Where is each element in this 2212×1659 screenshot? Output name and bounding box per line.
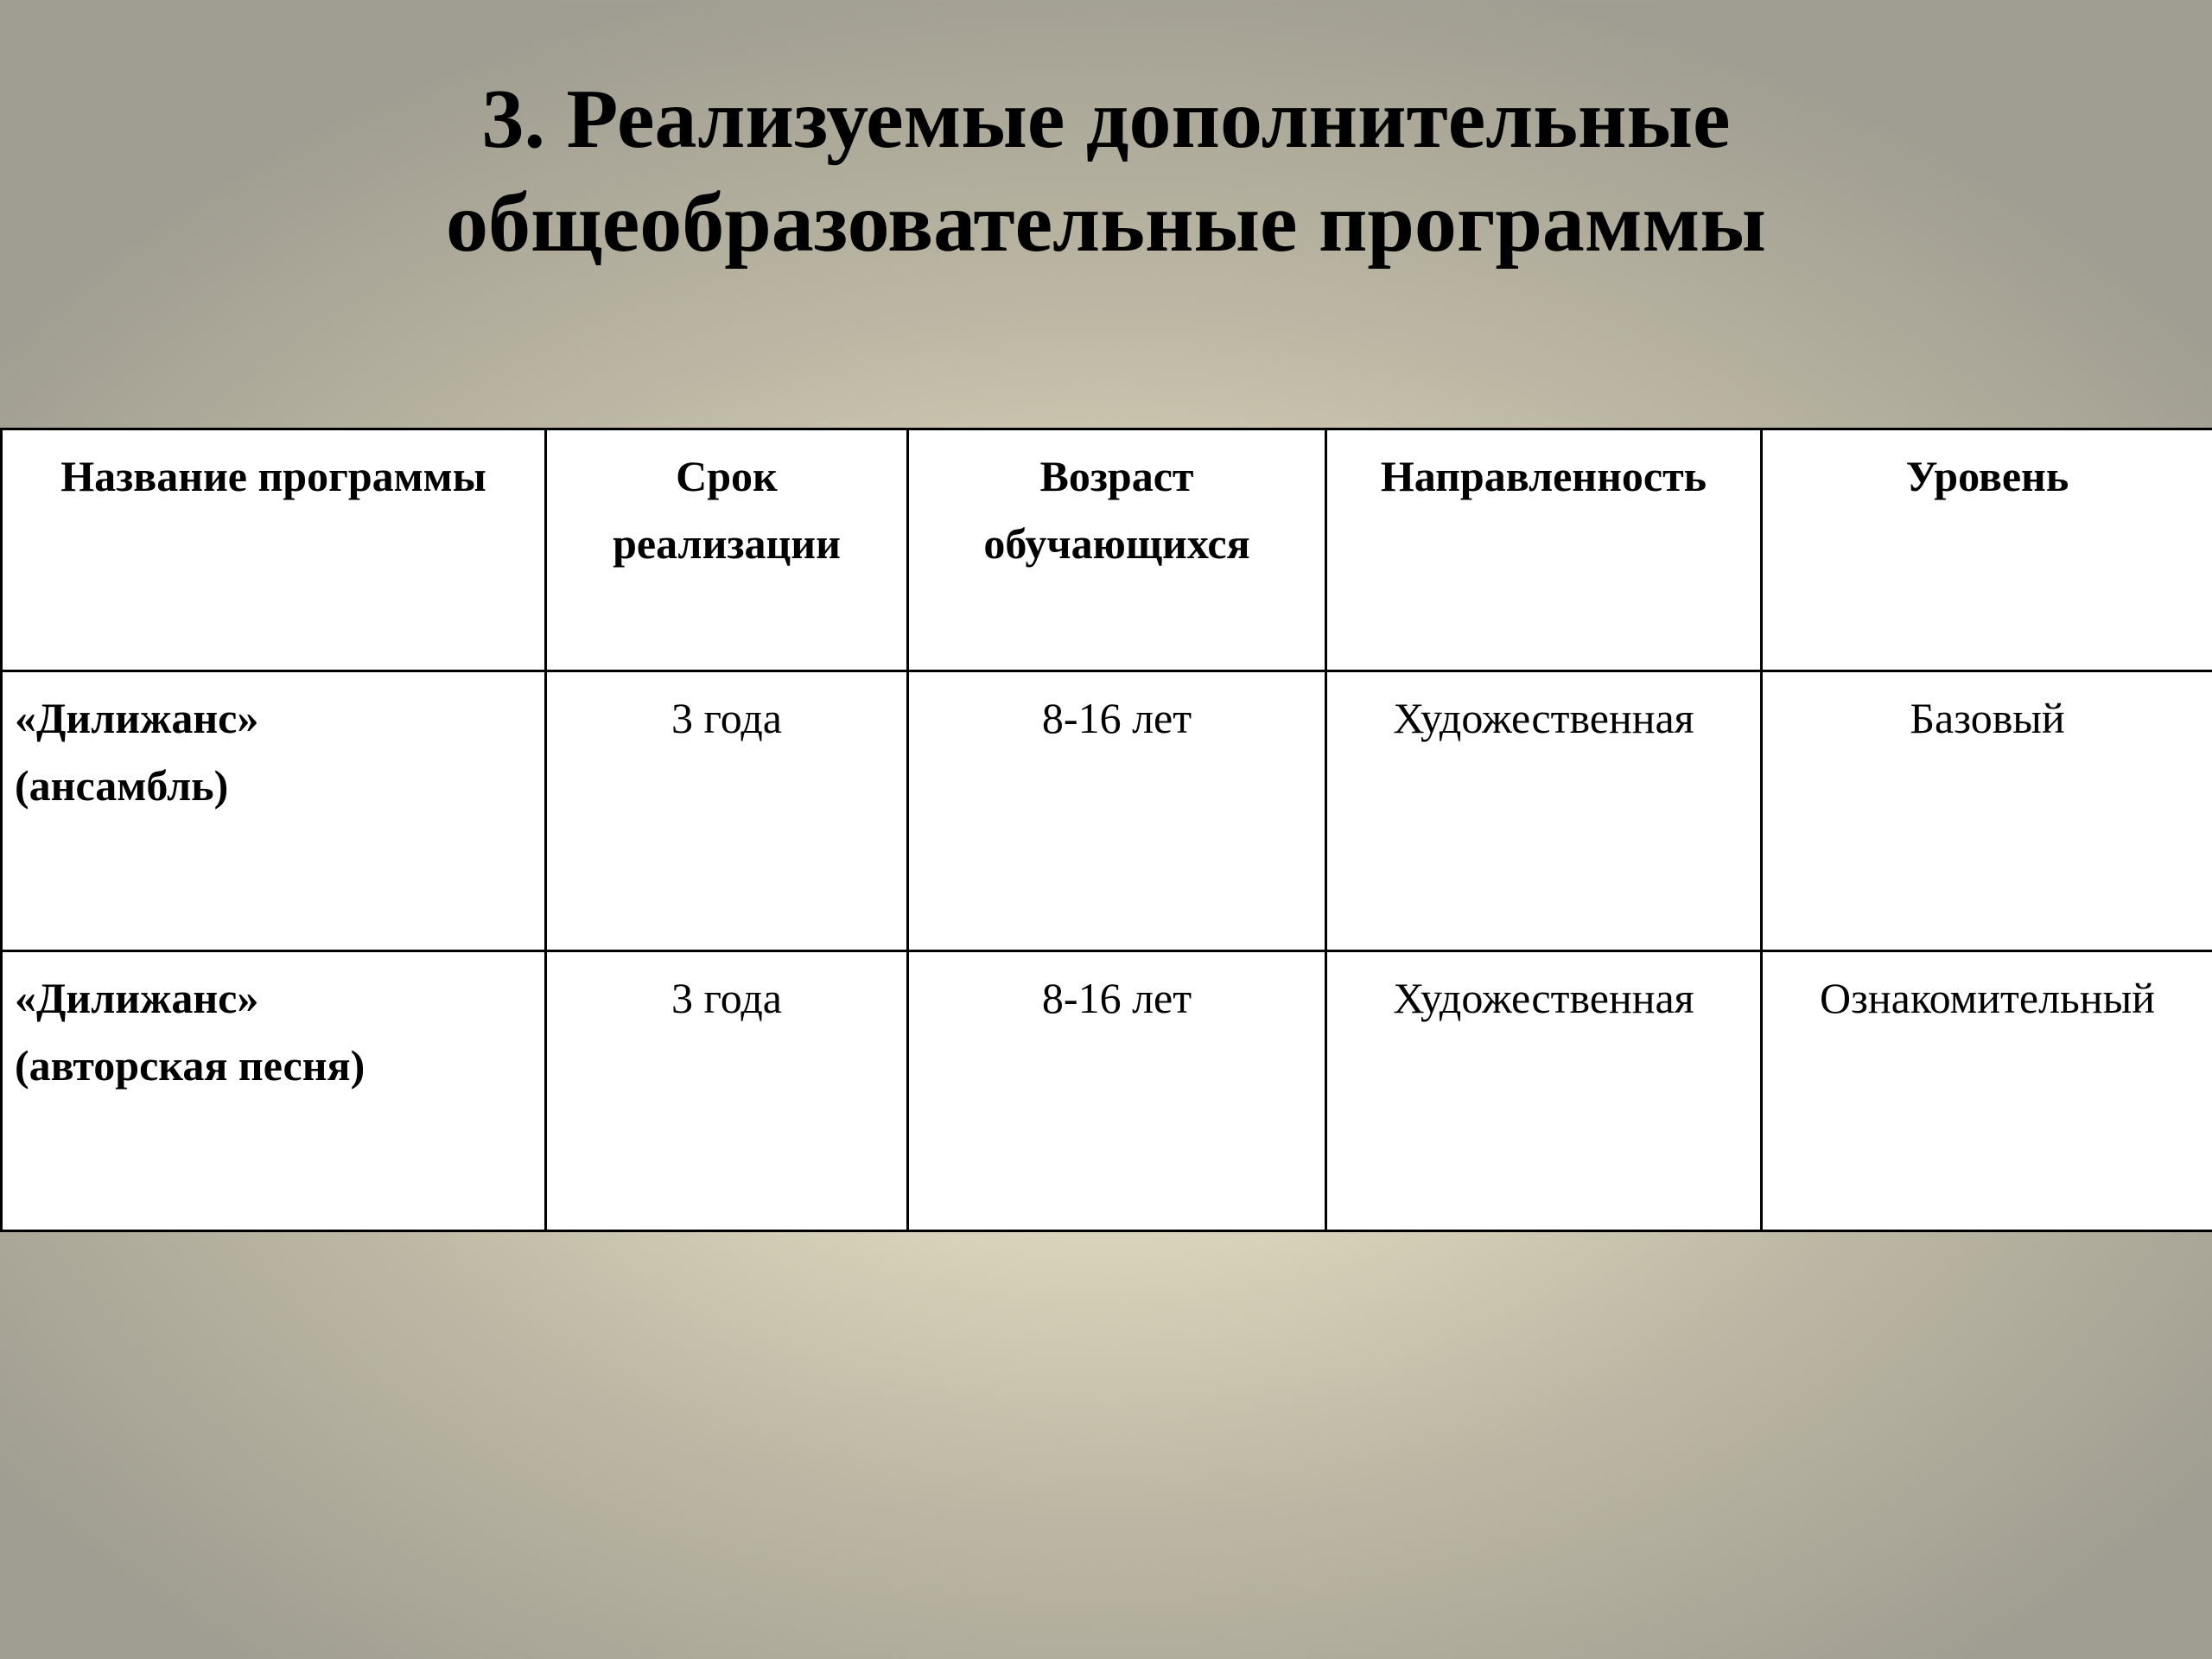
cell-level: Ознакомительный xyxy=(1762,951,2212,1231)
header-level: Уровень xyxy=(1762,429,2212,671)
cell-direction: Художественная xyxy=(1326,951,1762,1231)
header-duration: Срок реализации xyxy=(546,429,908,671)
programs-table xyxy=(0,428,2212,1232)
header-age: Возраст обучающихся xyxy=(908,429,1326,671)
slide-title xyxy=(0,67,2212,275)
title-line-2: общеобразовательные программы xyxy=(446,176,1766,270)
title-line-1: 3. Реализуемые дополнительные xyxy=(481,73,1731,166)
header-program-name: Название программы xyxy=(2,429,546,671)
cell-age: 8-16 лет xyxy=(908,671,1326,951)
cell-direction: Художественная xyxy=(1326,671,1762,951)
cell-program-name: «Дилижанс» (ансамбль) xyxy=(2,671,546,951)
header-direction: Направленность xyxy=(1326,429,1762,671)
cell-duration: 3 года xyxy=(546,671,908,951)
cell-duration: 3 года xyxy=(546,951,908,1231)
cell-level: Базовый xyxy=(1762,671,2212,951)
cell-age: 8-16 лет xyxy=(908,951,1326,1231)
table-row xyxy=(2,951,2212,1231)
table-header-row xyxy=(2,429,2212,671)
table-row xyxy=(2,671,2212,951)
cell-program-name: «Дилижанс» (авторская песня) xyxy=(2,951,546,1231)
